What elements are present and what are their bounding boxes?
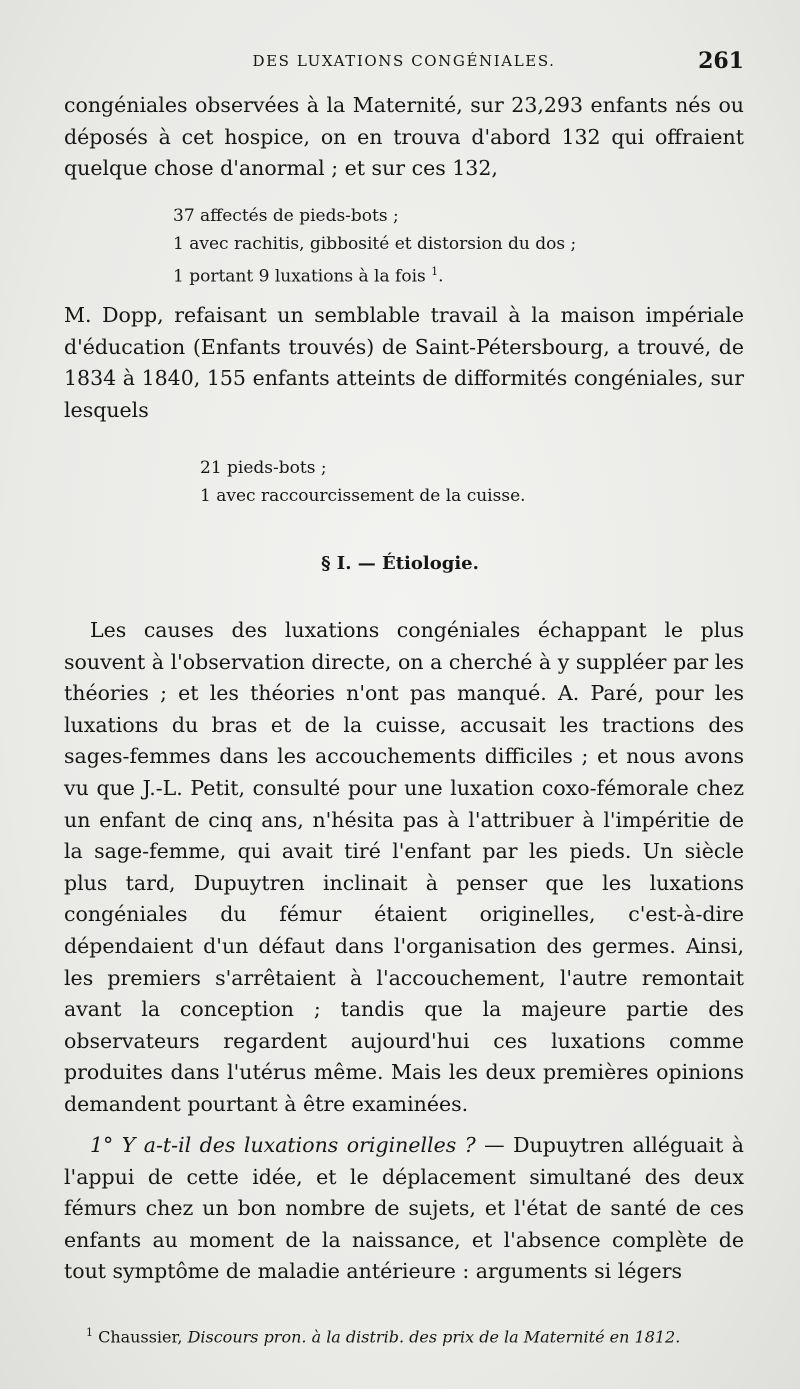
footnote-author: Chaussier, bbox=[98, 1327, 183, 1347]
page-number: 261 bbox=[698, 48, 744, 74]
list-item: 1 avec rachitis, gibbosité et distorsion du dos ; bbox=[173, 233, 577, 254]
paragraph-4-lead: 1° Y a-t-il des luxations originelles ? bbox=[90, 1133, 476, 1157]
paragraph-4 bbox=[64, 1130, 744, 1288]
list-item: 37 affectés de pieds-bots ; bbox=[173, 206, 399, 226]
list-item: 1 avec raccourcissement de la cuisse. bbox=[200, 485, 526, 506]
list-item: 1 portant 9 luxations à la fois $^1$. bbox=[173, 265, 444, 287]
footnote-marker: 1 bbox=[431, 265, 439, 278]
paragraph-2: M. Dopp, refaisant un semblable travail à la maison impériale d'éducation (Enfants trouvés) de Saint-Pétersbourg, a trouvé, de 1834 à 1840, 155 enfants atteints de difformités congéniales, sur lesquels bbox=[64, 303, 744, 422]
running-head: DES LUXATIONS CONGÉNIALES. bbox=[252, 52, 556, 70]
malformation-list-maternite bbox=[173, 203, 576, 291]
paragraph-4-text: — Dupuytren alléguait à l'appui de cette idée, et le déplacement simultané des deux fémurs chez un bon nombre de sujets, et l'état de santé de ces enfants au moment de la naissance, et l'absence complète de tout symptôme de maladie antérieure : arguments si légers bbox=[64, 1133, 744, 1284]
footnote-title: Discours pron. à la distrib. des prix de la Maternité en 1812. bbox=[187, 1327, 681, 1347]
paragraph-3: Les causes des luxations congéniales échappant le plus souvent à l'observation directe, on a cherché à y suppléer par les théories ; et les théories n'ont pas manqué. A. Paré, pour les luxations du bras et de la cuisse, accusait les tractions des sages-femmes dans les accouchements difficiles ; et nous avons vu que J.-L. Petit, consulté pour une luxation coxo-fémorale chez un enfant de cinq ans, n'hésita pas à l'attribuer à l'impéritie de la sage-femme, qui avait tiré l'enfant par les pieds. Un siècle plus tard, Dupuytren inclinait à penser que les luxations congéniales du fémur étaient originelles, c'est-à-dire dépendaient d'un défaut dans l'organisation des germes. Ainsi, les premiers s'arrêtaient à l'accouchement, l'autre remontait avant la conception ; tandis que la majeure partie des observateurs regardent aujourd'hui ces luxations comme produites dans l'utérus même. Mais les deux premières opinions demandent pourtant à être examinées. bbox=[64, 618, 744, 1116]
page-header bbox=[64, 48, 744, 76]
malformation-list-petersbourg bbox=[200, 455, 526, 510]
paragraph-1: congéniales observées à la Maternité, sur 23,293 enfants nés ou déposés à cet hospice, on en trouva d'abord 132 qui offraient quelque chose d'anormal ; et sur ces 132, bbox=[64, 93, 744, 181]
list-item: 21 pieds-bots ; bbox=[200, 458, 327, 478]
section-heading: § I. — Étiologie. bbox=[321, 553, 479, 574]
footnote bbox=[86, 1322, 766, 1348]
footnote-number: 1 bbox=[86, 1326, 93, 1339]
